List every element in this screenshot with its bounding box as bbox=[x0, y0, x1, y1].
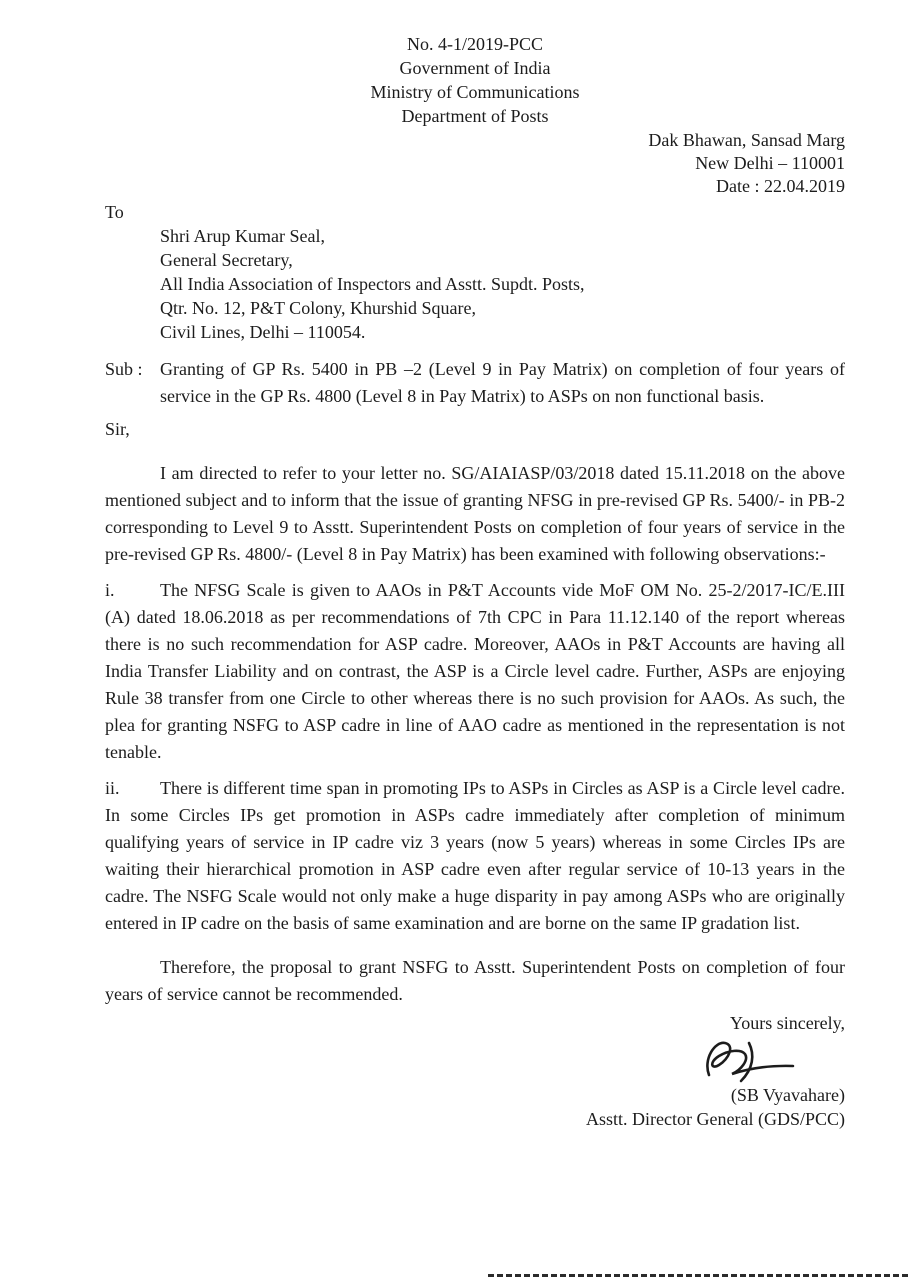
point-paragraph-ii bbox=[105, 775, 845, 937]
org-line: Ministry of Communications bbox=[370, 82, 580, 102]
closing-paragraph: Therefore, the proposal to grant NSFG to Asstt. Superintendent Posts on completion of four years of service cannot be recommended. bbox=[105, 957, 845, 1004]
to-label: To bbox=[105, 202, 124, 222]
ref-number: No. 4-1/2019-PCC bbox=[406, 34, 543, 54]
org-line: Department of Posts bbox=[401, 106, 549, 126]
signatory-title: Asstt. Director General (GDS/PCC) bbox=[586, 1109, 845, 1129]
point-number: ii. bbox=[105, 778, 120, 798]
sign-off: Yours sincerely, bbox=[730, 1013, 845, 1033]
salutation: Sir, bbox=[105, 419, 130, 439]
recipient-address-block bbox=[160, 224, 845, 344]
point-text: The NFSG Scale is given to AAOs in P&T Accounts vide MoF OM No. 25-2/2017-IC/E.III (A) dated 18.06.2018 as per recommendations of 7th CPC in Para 11.12.140 of the report whereas there is no such recommendation for ASP cadre. Moreover, AAOs in P&T Accounts are having all India Transfer Liability and on contrast, the ASP is a Circle level cadre. Further, ASPs are enjoying Rule 38 transfer from one Circle to other whereas there is no such provision for AAOs. As such, the plea for granting NSFG to ASP cadre in line of AAO cadre as mentioned in the representation is not tenable. bbox=[105, 580, 845, 762]
office-address-block bbox=[105, 129, 845, 198]
subject-text: Granting of GP Rs. 5400 in PB –2 (Level 9 in Pay Matrix) on completion of four years of service in the GP Rs. 4800 (Level 8 in Pay Matrix) to ASPs on non functional basis. bbox=[160, 359, 845, 406]
subject-row bbox=[105, 356, 845, 410]
office-address-line: New Delhi – 110001 bbox=[695, 153, 845, 173]
bottom-separator-dashes bbox=[488, 1274, 908, 1277]
signature-scribble bbox=[105, 1037, 845, 1083]
point-paragraph-i bbox=[105, 577, 845, 766]
office-address-line: Dak Bhawan, Sansad Marg bbox=[648, 130, 845, 150]
recipient-line: General Secretary, bbox=[160, 250, 293, 270]
signatory-name: (SB Vyavahare) bbox=[730, 1085, 845, 1105]
org-line: Government of India bbox=[399, 58, 551, 78]
recipient-line: All India Association of Inspectors and Asstt. Supdt. Posts, bbox=[160, 274, 585, 294]
point-number: i. bbox=[105, 580, 115, 600]
recipient-line: Qtr. No. 12, P&T Colony, Khurshid Square, bbox=[160, 298, 477, 318]
intro-paragraph: I am directed to refer to your letter no. SG/AIAIASP/03/2018 dated 15.11.2018 on the above mentioned subject and to inform that the issue of granting NFSG in pre-revised GP Rs. 5400/- in PB-2 corresponding to Level 9 to Asstt. Superintendent Posts on completion of four years of service in the pre-revised GP Rs. 4800/- (Level 8 in Pay Matrix) has been examined with following observations:- bbox=[105, 463, 845, 564]
recipient-line: Shri Arup Kumar Seal, bbox=[160, 226, 325, 246]
subject-label: Sub : bbox=[105, 359, 143, 379]
recipient-line: Civil Lines, Delhi – 110054. bbox=[160, 322, 366, 342]
letterhead bbox=[105, 32, 845, 128]
point-text: There is different time span in promoting IPs to ASPs in Circles as ASP is a Circle level cadre. In some Circles IPs get promotion in ASPs cadre immediately after completion of minimum qualifying years of service in IP cadre viz 3 years (now 5 years) whereas in some Circles IPs are waiting their hierarchical promotion in ASP cadre even after regular service of 10-13 years in the cadre. The NSFG Scale would not only make a huge disparity in pay among ASPs who are originally entered in IP cadre on the basis of same examination and are borne on the same IP gradation list. bbox=[105, 778, 845, 933]
letter-date: Date : 22.04.2019 bbox=[716, 176, 845, 196]
